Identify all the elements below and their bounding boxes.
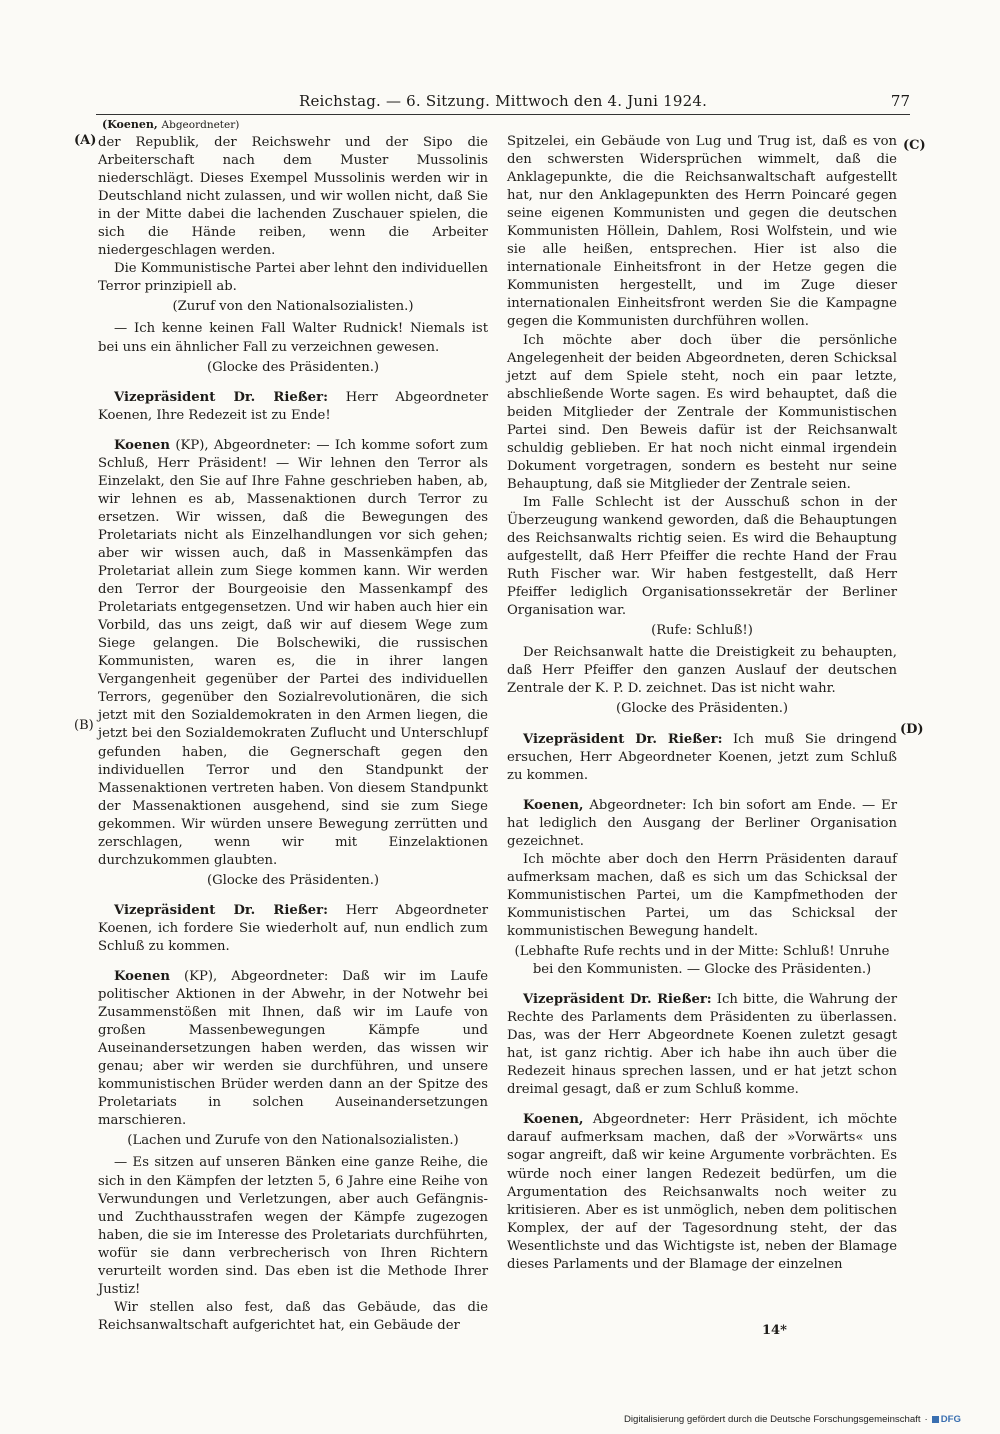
paragraph-text: (Glocke des Präsidenten.) <box>206 359 380 375</box>
paragraph-text: Herr Abgeordneter Koenen, ich fordere Sie wiederholt auf, nun endlich zum Schluß zu kommen. <box>98 902 489 954</box>
paragraph-text: (Lebhafte Rufe rechts und in der Mitte: Schluß! Unruhe bei den Kommunisten. — Glocke des Präsidenten.) <box>514 944 890 978</box>
margin-marker-c: (C) <box>903 138 926 153</box>
paragraph <box>507 494 897 620</box>
paragraph-text: Wir stellen also fest, daß das Gebäude, das die Reichsanwaltschaft aufgerichtet hat, ein Gebäude der <box>98 1299 488 1333</box>
margin-marker-a: (A) <box>74 133 97 148</box>
paragraph-text: Ich bitte, die Wahrung der Rechte des Parlaments dem Präsidenten zu überlassen. Das, was der Herr Abgeordnete Koenen zuletzt gesagt hat, ist ganz richtig. Aber ich habe ihn auch über die Redezeit hinaus sprechen lassen, und er hat jetzt schon dreimal gesagt, daß er zum Schluß komme. <box>507 992 898 1098</box>
stage-direction <box>98 1132 488 1150</box>
stage-direction <box>98 872 488 890</box>
paragraph-text: (Zuruf von den Nationalsozialisten.) <box>172 299 414 315</box>
speaker-name: Vizepräsident Dr. Rießer: <box>523 731 723 747</box>
paragraph-text: (Rufe: Schluß!) <box>651 623 753 639</box>
paragraph-text: der Republik, der Reichswehr und der Sipo die Arbeiterschaft nach dem Muster Mussolinis niederschlägt. Dieses Exempel Mussolinis werden wir in Deutschland nicht zulassen, und wir wollen nicht, daß Sie in der Mitte dabei die lachenden Zuschauer spielen, die sich die Hände reiben, wenn die Arbeiter niedergeschlagen werden. <box>98 135 488 259</box>
right-column-body <box>507 133 897 1274</box>
paragraph-text: Abgeordneter: Ich bin sofort am Ende. — Er hat lediglich den Ausgang der Berliner Organisation gezeichnet. <box>507 797 897 849</box>
paragraph-text: (KP), Abgeordneter: Daß wir im Laufe politischer Aktionen in der Abwehr, in der Notwehr bei Zusammenstößen mit Ihnen, daß wir im Laufe von großen Massenbewegungen Kämpfe und Auseinandersetzungen haben werden, das wissen wir genau; aber wir werden sie durchführen, und unsere kommunistischen Brüder werden dann an der Spitze des Proletariats in solchen Auseinandersetzungen marschieren. <box>98 969 488 1129</box>
speech-paragraph <box>507 731 897 785</box>
paragraph-text: Der Reichsanwalt hatte die Dreistigkeit zu behaupten, daß Herr Pfeiffer den ganzen Auslauf der deutschen Zentrale der K. P. D. zeichnet. Das ist nicht wahr. <box>507 645 897 697</box>
paragraph-text: Abgeordneter: Herr Präsident, ich möchte darauf aufmerksam machen, daß der »Vorwärts« uns sogar angreift, daß wir keine Argumente vorbrächten. Es würde noch einer langen Redezeit bedürfen, um die Argumentation des Reichsanwalts noch weiter zu kritisieren. Aber es ist unmöglich, neben dem politischen Komplex, der auf der Tagesordnung steht, der das Wesentlichste und das Wichtigste ist, neben der Blamage dieses Parlaments und der Blamage der einzelnen <box>507 1112 897 1272</box>
speech-paragraph <box>507 1111 897 1273</box>
speaker-name: Vizepräsident Dr. Rießer: <box>114 389 328 405</box>
header-title: Reichstag. — 6. Sitzung. Mittwoch den 4. Juni 1924. <box>298 92 708 110</box>
footer-text: Digitalisierung gefördert durch die Deutsche Forschungsgemeinschaft <box>624 1414 921 1425</box>
speech-paragraph <box>507 991 897 1099</box>
margin-marker-d: (D) <box>900 722 924 737</box>
paragraph <box>98 260 488 296</box>
dfg-logo-square <box>932 1416 939 1423</box>
paragraph <box>507 851 897 941</box>
stage-direction <box>507 622 897 640</box>
paragraph-text: (Glocke des Präsidenten.) <box>615 701 789 717</box>
dfg-logo-icon <box>932 1414 961 1425</box>
speech-paragraph <box>98 902 488 956</box>
paragraph-text: Ich muß Sie dringend ersuchen, Herr Abgeordneter Koenen, jetzt zum Schluß zu kommen. <box>507 731 897 783</box>
margin-marker-b: (B) <box>74 718 94 733</box>
paragraph-text: Spitzelei, ein Gebäude von Lug und Trug ist, daß es von den schwersten Widersprüchen wimmelt, daß die Anklagepunkte, die die Reichsanwaltschaft aufgestellt hat, nur den Anklagepunkten des Herrn Poincaré gegen seine eigenen Kommunisten und gegen die deutschen Kommunisten Höllein, Dahlem, Rosi Wolfstein, und wie sie alle heißen, entsprechen. Hier ist also die internationale Einheitsfront in der Hetze gegen die Kommunisten hergestellt, und im Zuge dieser internationalen Einheitsfront werden Sie die Kampagne gegen die Kommunisten durchführen wollen. <box>507 134 897 330</box>
speaker-name: Koenen, <box>523 797 584 813</box>
speech-paragraph <box>98 968 488 1130</box>
speaker-name: Vizepräsident Dr. Rießer: <box>114 902 328 918</box>
paragraph <box>98 1299 488 1335</box>
paragraph-text: Ich möchte aber doch den Herrn Präsidenten darauf aufmerksam machen, daß es sich um das Schicksal der Kommunistischen Partei, um die Kampfmethoden der Kommunistischen Partei, um das Schicksal der kommunistischen Bewegung handelt. <box>507 851 897 939</box>
page-header <box>96 92 910 115</box>
running-head <box>102 118 488 132</box>
paragraph <box>507 133 897 332</box>
left-column-body <box>98 134 488 1335</box>
footer-separator: · <box>924 1414 928 1425</box>
paragraph-text: Im Falle Schlecht ist der Ausschuß schon in der Überzeugung wankend geworden, daß die Behauptungen des Reichsanwalts richtig seien. Es wird die Behauptung aufgestellt, daß Herr Pfeiffer die rechte Hand der Frau Ruth Fischer war. Wir haben festgestellt, daß Herr Pfeiffer lediglich Organisationssekretär der Berliner Organisation war. <box>507 494 897 619</box>
running-head-name: (Koenen, <box>102 118 158 131</box>
paragraph-text: — Ich kenne keinen Fall Walter Rudnick! Niemals ist bei uns ein ähnlicher Fall zu verzeichnen gewesen. <box>98 321 488 355</box>
left-column <box>98 118 488 1335</box>
stage-direction <box>98 359 488 377</box>
running-head-role: Abgeordneter) <box>161 119 240 131</box>
paragraph-text: Herr Abgeordneter Koenen, Ihre Redezeit ist zu Ende! <box>98 389 489 423</box>
speech-paragraph <box>507 797 897 851</box>
paragraph-text: (KP), Abgeordneter: — Ich komme sofort zum Schluß, Herr Präsident! — Wir lehnen den Terror als Einzelakt, den Sie auf Ihre Fahne geschrieben haben, ab, wir lehnen es ab, Massenaktionen durch Terror zu ersetzen. Wir wissen, daß die Bewegungen des Proletariats nicht als Einzelhandlungen vor sich gehen; aber wir wissen auch, daß in Massenkämpfen das Proletariat allein zum Siege kommen kann. Wir werden den Terror der Bourgeoisie den Massenkampf des Proletariats entgegensetzen. Und wir haben auch hier ein Vorbild, das uns zeigt, daß wir auf diesem Wege zum Siege gelangen. Die Bolschewiki, die russischen Kommunisten, waren es, die in ihrer langen Vergangenheit gegenüber der Partei des individuellen Terrors, gegenüber den Sozialrevolutionären, die sich jetzt mit den Sozialdemokraten in den Armen liegen, die jetzt bei den Sozialdemokraten Zuflucht und Unterschlupf gefunden haben, die Gegnerschaft gegen den individuellen Terror und den Standpunkt der Massenaktionen vertreten haben. Von diesem Standpunkt der Massenaktionen ausgehend, sind sie zum Siege gekommen. Wir würden unsere Bewegung zerrütten und zerschlagen, wenn wir mit Einzelaktionen durchzukommen glaubten. <box>98 437 488 868</box>
speaker-name: Koenen, <box>523 1112 584 1128</box>
paragraph-text: Ich möchte aber doch über die persönliche Angelegenheit der beiden Abgeordneten, deren Schicksal jetzt auf dem Spiele steht, noch ein paar letzte, abschließende Worte sagen. Es wird behauptet, daß die beiden Mitglieder der Zentrale der Kommunistischen Partei sind. Den Beweis dafür ist der Reichsanwalt schuldig geblieben. Er hat noch nicht einmal irgendein Dokument vorgetragen, sondern es besteht nur seine Behauptung, daß sie Mitglieder der Zentrale seien. <box>507 332 897 492</box>
paragraph <box>507 332 897 494</box>
footer <box>624 1414 961 1425</box>
paragraph-text: (Glocke des Präsidenten.) <box>206 872 380 888</box>
stage-direction <box>98 298 488 316</box>
stage-direction <box>507 700 897 718</box>
speaker-name: Koenen <box>114 969 170 985</box>
right-column <box>507 133 897 1274</box>
paragraph <box>507 644 897 698</box>
dfg-logo-text: DFG <box>940 1414 961 1425</box>
paragraph-text: (Lachen und Zurufe von den Nationalsozialisten.) <box>127 1133 459 1149</box>
paragraph <box>98 1154 488 1298</box>
stage-direction <box>507 943 897 979</box>
page-number: 77 <box>890 92 910 110</box>
paragraph <box>98 320 488 356</box>
signature-mark: 14* <box>762 1323 787 1338</box>
speaker-name: Koenen <box>114 437 170 453</box>
speech-paragraph <box>98 389 488 425</box>
paragraph-text: Die Kommunistische Partei aber lehnt den individuellen Terror prinzipiell ab. <box>98 261 488 295</box>
paragraph <box>98 134 488 260</box>
speaker-name: Vizepräsident Dr. Rießer: <box>523 992 712 1008</box>
paragraph-text: — Es sitzen auf unseren Bänken eine ganze Reihe, die sich in den Kämpfen der letzten 5, 6 Jahre eine Reihe von Verwundungen und Verletzungen, aber auch Gefängnis- und Zuchthausstrafen wegen der Kämpfe zugezogen haben, die sie im Interesse des Proletariats durchführten, wofür sie dann verbrecherisch von Ihren Richtern verurteilt worden sind. Das eben ist die Methode Ihrer Justiz! <box>98 1155 488 1297</box>
speech-paragraph <box>98 437 488 870</box>
